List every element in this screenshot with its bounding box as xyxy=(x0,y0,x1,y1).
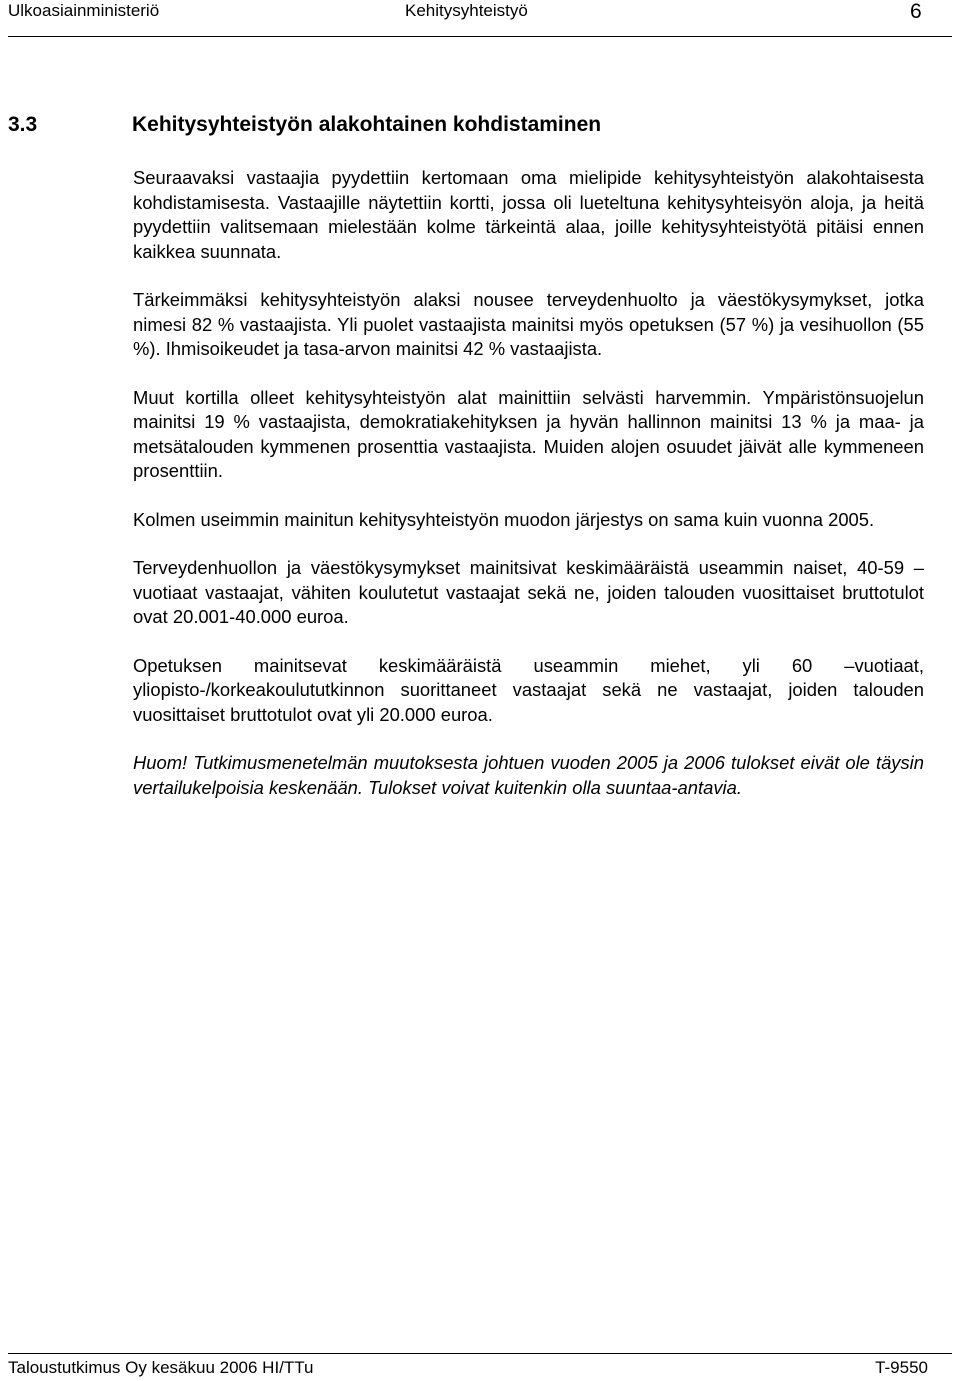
page-number: 6 xyxy=(910,0,922,23)
footer-publisher: Taloustutkimus Oy kesäkuu 2006 HI/TTu xyxy=(8,1358,314,1377)
paragraph: Seuraavaksi vastaajia pyydettiin kertomaan oma mielipide kehitysyhteistyön alakohtaisesta kohdistamisesta. Vastaajille näytettiin kortti, jossa oli lueteltuna kehitysyhteisyön aloja, ja heitä pyydettiin valitsemaan mielestään kolme tärkeintä alaa, joille kehitysyhteistyötä pitäisi ennen kaikkea suunnata. xyxy=(133,167,924,262)
header-organization: Ulkoasiainministeriö xyxy=(8,1,160,20)
section-number: 3.3 xyxy=(8,113,38,136)
header-topic: Kehitysyhteistyö xyxy=(405,1,528,20)
note-paragraph: Huom! Tutkimusmenetelmän muutoksesta johtuen vuoden 2005 ja 2006 tulokset eivät ole täysin vertailukelpoisia keskenään. Tulokset voivat kuitenkin olla suuntaa-antavia. xyxy=(133,752,924,798)
body-text xyxy=(133,166,924,824)
section-heading xyxy=(8,113,601,137)
paragraph: Terveydenhuollon ja väestökysymykset mainitsivat keskimääräistä useammin naiset, 40-59 –vuotiaat vastaajat, vähiten koulutetut vastaajat sekä ne, joiden talouden vuosittaiset bruttotulot ovat 20.001-40.000 euroa. xyxy=(133,557,924,627)
paragraph: Tärkeimmäksi kehitysyhteistyön alaksi nousee terveydenhuolto ja väestökysymykset, jotka nimesi 82 % vastaajista. Yli puolet vastaajista mainitsi myös opetuksen (57 %) ja vesihuollon (55 %). Ihmisoikeudet ja tasa-arvon mainitsi 42 % vastaajista. xyxy=(133,289,924,359)
paragraph: Kolmen useimmin mainitun kehitysyhteistyön muodon järjestys on sama kuin vuonna 2005. xyxy=(133,508,875,530)
footer-report-code: T-9550 xyxy=(875,1358,928,1377)
page-header xyxy=(8,0,952,37)
paragraph: Muut kortilla olleet kehitysyhteistyön alat mainittiin selvästi harvemmin. Ympäristönsuojelun mainitsi 19 % vastaajista, demokratiakehityksen ja hyvän hallinnon mainitsi 13 % ja maa- ja metsätalouden kymmenen prosenttia vastaajista. Muiden alojen osuudet jäivät alle kymmeneen prosenttiin. xyxy=(133,386,924,481)
paragraph: Opetuksen mainitsevat keskimääräistä useammin miehet, yli 60 –vuotiaat, yliopisto-/korkeakoulututkinnon suorittaneet vastaajat sekä ne vastaajat, joiden talouden vuosittaiset bruttotulot ovat yli 20.000 euroa. xyxy=(133,654,924,725)
section-title: Kehitysyhteistyön alakohtainen kohdistaminen xyxy=(132,113,602,136)
page-footer xyxy=(8,1353,952,1381)
